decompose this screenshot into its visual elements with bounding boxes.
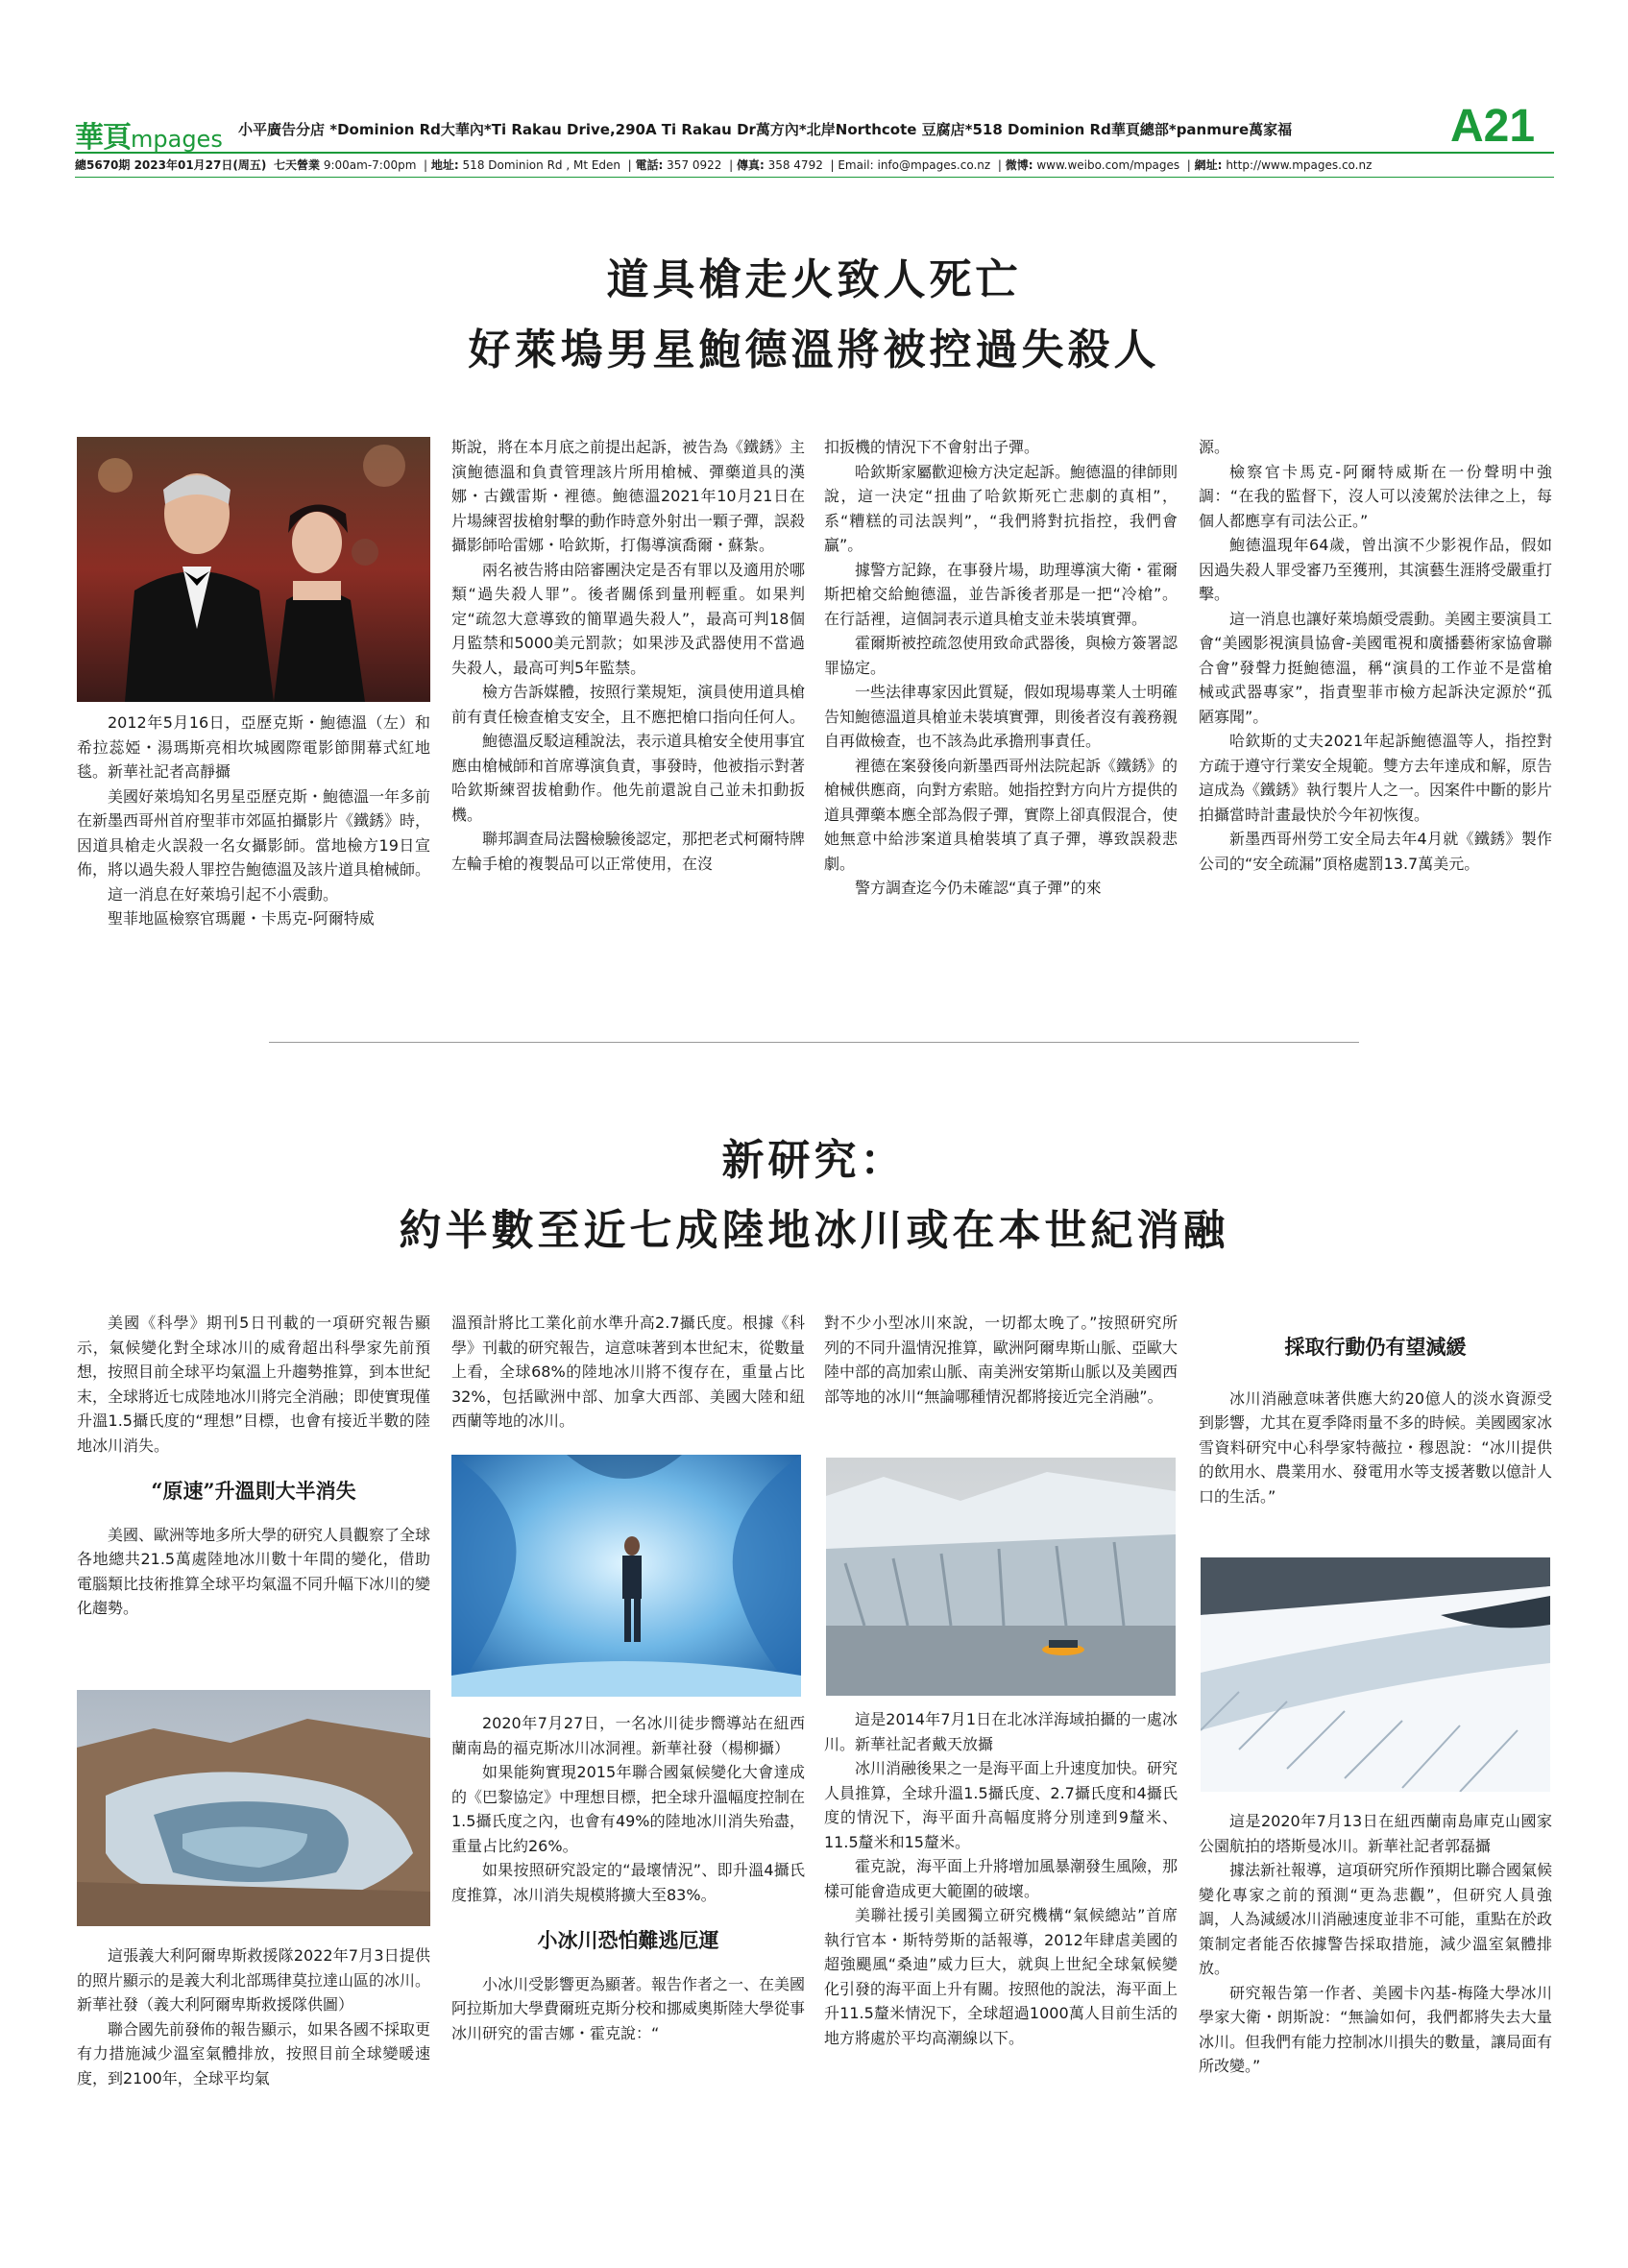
paragraph: 這一消息在好萊塢引起不小震動。 <box>108 884 339 904</box>
article1-column-4 <box>1199 435 1552 876</box>
paragraph: 鮑德溫反駁這種說法，表示道具槍安全使用事宜應由槍械師和首席導演負責，事發時，他被指示對著哈欽斯練習拔槍動作。他先前還說自己並未扣動扳機。 <box>451 732 806 824</box>
paragraph: 兩名被告將由陪審團決定是否有罪以及適用於哪類“過失殺人罪”。後者關係到量刑輕重。如果判定“疏忽大意導致的簡單過失殺人”，最高可判18個月監禁和5000美元罰款；如果涉及武器使用不當過失殺人，最高可判5年監禁。 <box>451 560 806 677</box>
article2-column-1-lower <box>77 1943 430 2090</box>
article2-column-2 <box>451 1311 805 1434</box>
hours: 9:00am-7:00pm <box>323 158 417 172</box>
photo-caption: 2012年5月16日，亞歷克斯・鮑德溫（左）和希拉蕊婭・湯瑪斯亮相坎城國際電影節開幕式紅地毯。新華社記者高靜攝 <box>77 713 430 781</box>
article2-column-2-lower <box>451 1711 805 2045</box>
masthead-rule <box>75 152 1554 154</box>
article2-column-3 <box>824 1311 1178 1409</box>
paragraph: 霍克說，海平面上升將增加風暴潮發生風險，那樣可能會造成更大範圍的破壞。 <box>824 1857 1178 1900</box>
article2-column-1 <box>77 1311 430 1621</box>
article2-column-4-lower <box>1199 1809 1552 2079</box>
paragraph: 如果按照研究設定的“最壞情況”、即升溫4攝氏度推算，冰川消失規模將擴大至83%。 <box>451 1861 805 1904</box>
web-label: 網址: <box>1194 158 1223 172</box>
logo-chinese: 華頁 <box>75 121 131 155</box>
paragraph: 據法新社報導，這項研究所作預期比聯合國氣候變化專家之前的預測“更為悲觀”，但研究人員強調，人為減緩冰川消融速度並非不可能，重點在於政策制定者能否依據警告採取措施，減少溫室氣體排放。 <box>1199 1861 1553 1977</box>
page-number: A21 <box>1450 101 1536 152</box>
article1-column-2 <box>451 435 805 876</box>
paragraph: 哈欽斯家屬歡迎檢方決定起訴。鮑德溫的律師則說，這一決定“扭曲了哈欽斯死亡悲劇的真相”，系“糟糕的司法誤判”，“我們將對抗指控，我們會贏”。 <box>824 462 1178 554</box>
fax: 358 4792 <box>767 158 823 172</box>
paragraph: 源。 <box>1199 438 1230 456</box>
paragraph: 冰川消融後果之一是海平面上升速度加快。研究人員推算，全球升溫1.5攝氏度、2.7攝氏度和4攝氏度的情況下，海平面升高幅度將分別達到9釐米、11.5釐米和15釐米。 <box>824 1759 1178 1851</box>
paragraph: 溫預計將比工業化前水準升高2.7攝氏度。根據《科學》刊載的研究報告，這意味著到本世紀末，從數量上看，全球68%的陸地冰川將不復存在，重量占比32%，包括歐洲中部、加拿大西部、美國大陸和紐西蘭等地的冰川。 <box>451 1314 806 1430</box>
weibo-label: 微博: <box>1005 158 1033 172</box>
paragraph: 小冰川受影響更為顯著。報告作者之一、在美國阿拉斯加大學費爾班克斯分校和挪威奧斯陸大學從事冰川研究的雷吉娜・霍克說：“ <box>451 1974 806 2042</box>
address: 518 Dominion Rd , Mt Eden <box>462 158 621 172</box>
subhead-original-pace: “原速”升溫則大半消失 <box>151 1479 356 1503</box>
paragraph: 研究報告第一作者、美國卡內基-梅隆大學冰川學家大衛・朗斯說：“無論如何，我們都將失去大量冰川。但我們有能力控制冰川損失的數量，讓局面有所改變。” <box>1199 1983 1553 2075</box>
masthead-logo <box>75 113 229 155</box>
tasman-glacier-photo <box>1201 1557 1550 1792</box>
paragraph: 美國、歐洲等地多所大學的研究人員觀察了全球各地總共21.5萬處陸地冰川數十年間的變化，借助電腦類比技術推算全球平均氣溫不同升幅下冰川的變化趨勢。 <box>77 1525 431 1617</box>
paragraph: 斯說，將在本月底之前提出起訴，被告為《鐵銹》主演鮑德溫和負責管理該片所用槍械、彈藥道具的漢娜・古鐵雷斯・裡德。鮑德溫2021年10月21日在片場練習拔槍射擊的動作時意外射出一顆子彈，誤殺攝影師哈雷娜・哈欽斯，打傷導演喬爾・蘇紮。 <box>451 438 806 554</box>
logo-english: mpages <box>131 126 223 153</box>
paragraph: 美國好萊塢知名男星亞歷克斯・鮑德溫一年多前在新墨西哥州首府聖菲市郊區拍攝影片《鐵銹》時，因道具槍走火誤殺一名女攝影師。當地檢方19日宣佈，將以過失殺人罪控告鮑德溫及該片道具槍械師。 <box>77 786 431 879</box>
photo-caption: 這張義大利阿爾卑斯救援隊2022年7月3日提供的照片顯示的是義大利北部瑪律莫拉達山區的冰川。新華社發（義大利阿爾卑斯救援隊供圖） <box>77 1946 431 2014</box>
paragraph: 扣扳機的情況下不會射出子彈。 <box>824 438 1040 456</box>
subhead-take-action: 採取行動仍有望減緩 <box>1284 1335 1467 1359</box>
phone-label: 電話: <box>635 158 664 172</box>
paragraph: 美國《科學》期刊5日刊載的一項研究報告顯示，氣候變化對全球冰川的威脅超出科學家先前預想，按照目前全球平均氣溫上升趨勢推算，到本世紀末，全球將近七成陸地冰川將完全消融；即使實現僅升溫1.5攝氏度的“理想”目標，也會有接近半數的陸地冰川消失。 <box>77 1314 431 1455</box>
italian-glacier-photo <box>77 1690 430 1926</box>
paragraph: 一些法律專家因此質疑，假如現場專業人士明確告知鮑德溫道具槍並未裝填實彈，則後者沒有義務親自再做檢查，也不該為此承擔刑事責任。 <box>824 683 1178 750</box>
hours-label: 七天營業 <box>273 158 320 172</box>
issue-date: 總5670期 2023年01月27日(周五) <box>75 158 267 172</box>
article2-column-4 <box>1199 1335 1552 1508</box>
ice-cave-photo <box>451 1455 801 1697</box>
article2-column-3-lower <box>824 1707 1178 2050</box>
photo-caption: 這是2014年7月1日在北冰洋海域拍攝的一處冰川。新華社記者戴天放攝 <box>824 1710 1178 1753</box>
paragraph: 霍爾斯被控疏忽使用致命武器後，與檢方簽署認罪協定。 <box>824 634 1178 677</box>
article1-headline-line1: 道具槍走火致人死亡 <box>606 255 1022 304</box>
paragraph: 據警方記錄，在事發片場，助理導演大衛・霍爾斯把槍交給鮑德溫，並告訴後者那是一把“冷槍”。在行話裡，這個詞表示道具槍支並未裝填實彈。 <box>824 560 1178 628</box>
article1-column-3 <box>824 435 1178 901</box>
paragraph: 聖菲地區檢察官瑪麗・卡馬克-阿爾特威 <box>108 909 375 928</box>
paragraph: 鮑德溫現年64歲，曾出演不少影視作品，假如因過失殺人罪受審乃至獲刑，其演藝生涯將受嚴重打擊。 <box>1199 536 1553 603</box>
paragraph: 警方調查迄今仍未確認“真子彈”的來 <box>855 879 1102 897</box>
paragraph: 美聯社援引美國獨立研究機構“氣候總站”首席執行官本・斯特勞斯的話報導，2012年肆虐美國的超強颶風“桑迪”威力巨大，就與上世紀全球氣候變化引發的海平面上升有關。按照他的說法，海平面上升11.5釐米情況下，全球超過1000萬人目前生活的地方將處於平均高潮線以下。 <box>824 1906 1178 2047</box>
branch-strip: 小平廣告分店 *Dominion Rd大華內*Ti Rakau Drive,290A Ti Rakau Dr萬方內*北岸Northcote 豆腐店*518 Dominion Rd華頁總部*panmure萬家福 <box>238 121 1293 138</box>
red-carpet-photo <box>77 437 430 702</box>
paragraph: 檢察官卡馬克-阿爾特威斯在一份聲明中強調：“在我的監督下，沒人可以淩駕於法律之上，每個人都應享有司法公正。” <box>1199 462 1552 530</box>
paragraph: 冰川消融意味著供應大約20億人的淡水資源受到影響，尤其在夏季降雨量不多的時候。美國國家冰雪資料研究中心科學家特薇拉・穆恩說：“冰川提供的飲用水、農業用水、發電用水等支援著數以億計人口的生活。” <box>1199 1388 1553 1506</box>
info-bar: 總5670期 2023年01月27日(周五) 七天營業 9:00am-7:00pm | 地址: 518 Dominion Rd , Mt Eden | 電話: 357 0922 | 傳真: 358 4792 | Email: info@mpages.co.nz | 微博: www.weibo.com/mpages | 網址: http://www.mpages.co.nz <box>75 158 1373 172</box>
paragraph: 新墨西哥州勞工安全局去年4月就《鐵銹》製作公司的“安全疏漏”頂格處罰13.7萬美元。 <box>1199 830 1552 873</box>
paragraph: 這一消息也讓好萊塢頗受震動。美國主要演員工會“美國影視演員協會-美國電視和廣播藝術家協會聯合會”發聲力挺鮑德溫，稱“演員的工作並不是當槍械或武器專家”，指責聖菲市檢方起訴決定源於“孤陋寡聞”。 <box>1199 609 1553 726</box>
paragraph: 聯邦調查局法醫檢驗後認定，那把老式柯爾特牌左輪手槍的複製品可以正常使用，在沒 <box>451 830 806 873</box>
article1-headline-line2: 好萊塢男星鮑德溫將被控過失殺人 <box>468 326 1160 374</box>
article-divider <box>269 1042 1359 1043</box>
paragraph: 裡德在案發後向新墨西哥州法院起訴《鐵銹》的槍械供應商，向對方索賠。她指控對方向片方提供的道具彈藥本應全部為假子彈，實際上卻真假混合，使她無意中給涉案道具槍裝填了真子彈，導致誤殺悲劇。 <box>824 756 1178 873</box>
paragraph: 檢方告訴媒體，按照行業規矩，演員使用道具槍前有責任檢查槍支安全，且不應把槍口指向任何人。 <box>451 683 806 726</box>
photo-caption: 這是2020年7月13日在紐西蘭南島庫克山國家公園航拍的塔斯曼冰川。新華社記者郭磊攝 <box>1199 1812 1552 1855</box>
photo-caption: 2020年7月27日，一名冰川徒步嚮導站在紐西蘭南島的福克斯冰川冰洞裡。新華社發（楊柳攝） <box>451 1714 805 1757</box>
weibo: www.weibo.com/mpages <box>1036 158 1180 172</box>
address-label: 地址: <box>430 158 459 172</box>
arctic-glacier-photo <box>826 1458 1176 1696</box>
article1-column-1 <box>77 711 430 931</box>
article2-headline-line2: 約半數至近七成陸地冰川或在本世紀消融 <box>399 1206 1229 1255</box>
paragraph: 哈欽斯的丈夫2021年起訴鮑德溫等人，指控對方疏于遵守行業安全規範。雙方去年達成和解，原告這成為《鐵銹》執行製片人之一。因案件中斷的影片拍攝當時計畫最快於今年初恢復。 <box>1199 732 1553 824</box>
info-rule <box>75 177 1554 178</box>
website: http://www.mpages.co.nz <box>1226 158 1373 172</box>
paragraph: 聯合國先前發佈的報告顯示，如果各國不採取更有力措施減少溫室氣體排放，按照目前全球變暖速度，到2100年，全球平均氣 <box>77 2019 431 2087</box>
subhead-small-glaciers: 小冰川恐怕難逃厄運 <box>537 1928 719 1952</box>
phone: 357 0922 <box>667 158 722 172</box>
paragraph: 如果能夠實現2015年聯合國氣候變化大會達成的《巴黎協定》中理想目標，把全球升溫幅度控制在1.5攝氏度之內，也會有49%的陸地冰川消失殆盡，重量占比約26%。 <box>451 1763 806 1855</box>
email: Email: info@mpages.co.nz <box>838 158 991 172</box>
article2-headline-line1: 新研究： <box>721 1136 907 1185</box>
paragraph: 對不少小型冰川來說，一切都太晚了。”按照研究所列的不同升溫情況推算，歐洲阿爾卑斯山脈、亞歐大陸中部的高加索山脈、南美洲安第斯山脈以及美國西部等地的冰川“無論哪種情況都將接近完全消融”。 <box>824 1314 1178 1406</box>
fax-label: 傳真: <box>736 158 765 172</box>
